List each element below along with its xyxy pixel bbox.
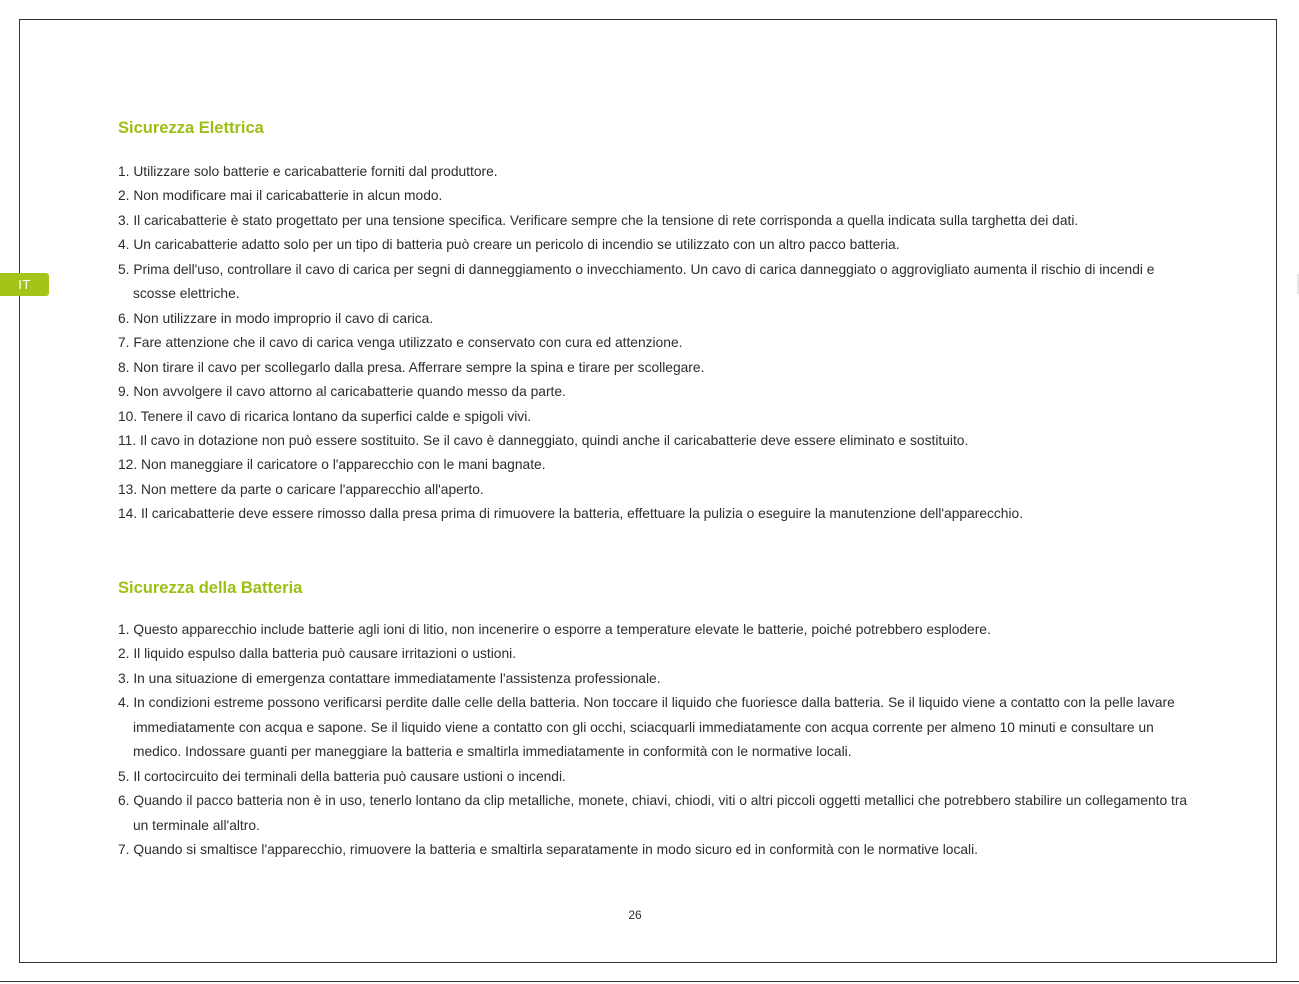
list-item: 12. Non maneggiare il caricatore o l'apparecchio con le mani bagnate. <box>118 457 546 473</box>
list-item: 13. Non mettere da parte o caricare l'apparecchio all'aperto. <box>118 481 484 497</box>
language-tab: IT <box>0 273 49 296</box>
list-item: 2. Non modificare mai il caricabatterie in alcun modo. <box>118 188 443 204</box>
battery-safety-list <box>118 618 1188 863</box>
bottom-rule <box>0 981 1299 982</box>
list-item: 2. Il liquido espulso dalla batteria può causare irritazioni o ustioni. <box>118 646 517 662</box>
list-item: 5. Il cortocircuito dei terminali della batteria può causare ustioni o incendi. <box>118 768 566 784</box>
electrical-safety-list <box>118 160 1188 527</box>
list-item: 1. Questo apparecchio include batterie agli ioni di litio, non incenerire o esporre a temperature elevate le batterie, poiché potrebbero esplodere. <box>118 622 991 637</box>
battery-safety-heading: Sicurezza della Batteria <box>118 579 303 597</box>
page-number: 26 <box>628 908 642 922</box>
list-item: 8. Non tirare il cavo per scollegarlo dalla presa. Afferrare sempre la spina e tirare per scollegare. <box>118 359 705 375</box>
battery-safety-section <box>118 577 1188 863</box>
list-item: 9. Non avvolgere il cavo attorno al caricabatterie quando messo da parte. <box>118 384 566 400</box>
list-item: 14. Il caricabatterie deve essere rimosso dalla presa prima di rimuovere la batteria, effettuare la pulizia o eseguire la manutenzione dell'apparecchio. <box>118 506 1024 522</box>
list-item: 7. Fare attenzione che il cavo di carica venga utilizzato e conservato con cura ed attenzione. <box>118 335 683 351</box>
list-item: 6. Quando il pacco batteria non è in uso, tenerlo lontano da clip metalliche, monete, chiavi, chiodi, viti o altri piccoli oggetti metallici che potrebbero stabilire un collegamento tra un terminale all'altro. <box>118 793 1188 833</box>
list-item: 3. Il caricabatterie è stato progettato per una tensione specifica. Verificare sempre che la tensione di rete corrisponda a quella indicata sulla targhetta dei dati. <box>118 212 1079 228</box>
list-item: 6. Non utilizzare in modo improprio il cavo di carica. <box>118 310 434 326</box>
electrical-safety-heading: Sicurezza Elettrica <box>118 119 264 137</box>
list-item: 4. In condizioni estreme possono verificarsi perdite dalle celle della batteria. Non toccare il liquido che fuoriesce dalla batteria. Se il liquido viene a contatto con la pelle lavare immediatamente con acqua e sapone. Se il liquido viene a contatto con gli occhi, sciacquarli immediatamente con acqua corrente per almeno 10 minuti e consultare un medico. Indossare guanti per maneggiare la batteria e smaltirla immediatamente in conformità con le normative locali. <box>118 695 1175 760</box>
list-item: 3. In una situazione di emergenza contattare immediatamente l'assistenza professionale. <box>118 670 661 686</box>
list-item: 11. Il cavo in dotazione non può essere sostituito. Se il cavo è danneggiato, quindi anche il caricabatterie deve essere eliminato e sostituito. <box>118 432 969 448</box>
list-item: 7. Quando si smaltisce l'apparecchio, rimuovere la batteria e smaltirla separatamente in modo sicuro ed in conformità con le normative locali. <box>118 842 978 858</box>
list-item: 10. Tenere il cavo di ricarica lontano da superfici calde e spigoli vivi. <box>118 408 532 424</box>
list-item: 5. Prima dell'uso, controllare il cavo di carica per segni di danneggiamento o invecchiamento. Un cavo di carica danneggiato o aggrovigliato aumenta il rischio di incendi e scosse elettriche. <box>118 261 1155 302</box>
electrical-safety-section <box>118 117 1188 527</box>
list-item: 1. Utilizzare solo batterie e caricabatterie forniti dal produttore. <box>118 164 498 179</box>
list-item: 4. Un caricabatterie adatto solo per un tipo di batteria può creare un pericolo di incendio se utilizzato con un altro pacco batteria. <box>118 237 900 253</box>
